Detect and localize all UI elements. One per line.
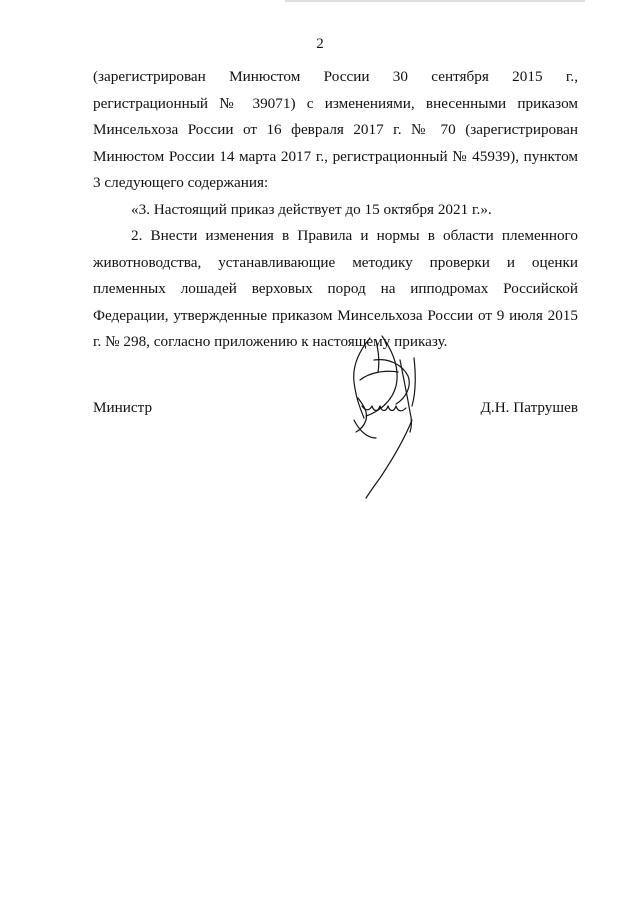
signatory-name: Д.Н. Патрушев [480,399,578,416]
signature-block [93,395,578,421]
paragraph-continuation: (зарегистрирован Минюстом России 30 сентября 2015 г., регистрационный № 39071) с изменениями, внесенными приказом Минсельхоза России от 16 февраля 2017 г. № 70 (зарегистрирован Минюстом России 14 марта 2017 г., регистрационный № 45939), пунктом 3 следующего содержания: [93,68,578,191]
page-number: 2 [316,36,324,52]
scan-edge-line [285,0,585,2]
paragraph-item-2: 2. Внести изменения в Правила и нормы в области племенного животноводства, устанавливающие методику проверки и оценки племенных лошадей верховых пород на ипподромах Российской Федерации, утвержденные приказом Минсельхоза России от 9 июля 2015 г. № 298, согласно приложению к настоящему приказу. [93,227,578,350]
signatory-title: Министр [93,399,153,416]
document-body [93,64,578,356]
paragraph-quote: «3. Настоящий приказ действует до 15 октября 2021 г.». [131,200,492,218]
